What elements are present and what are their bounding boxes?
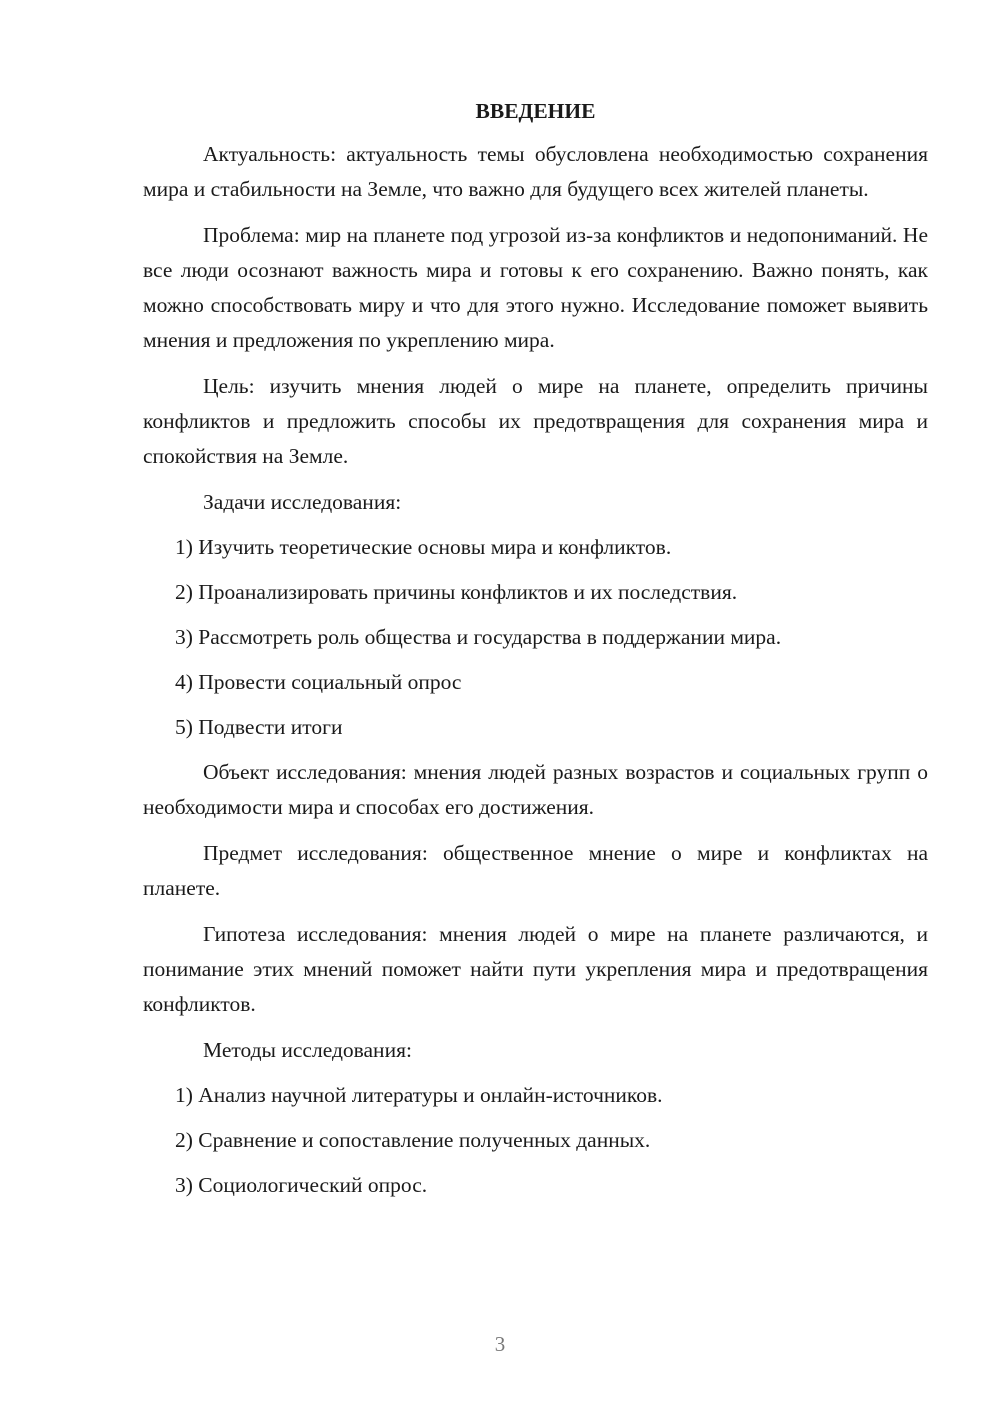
- page-number: 3: [494, 1332, 506, 1356]
- list-item: 2) Сравнение и сопоставление полученных данных.: [175, 1128, 651, 1152]
- list-item: 3) Социологический опрос.: [175, 1173, 428, 1197]
- methods-heading: Методы исследования:: [203, 1038, 412, 1062]
- paragraph-object: Объект исследования: мнения людей разных возрастов и социальных групп о необходимости мира и способах его достижения.: [143, 760, 928, 819]
- page-title: ВВЕДЕНИЕ: [475, 99, 596, 123]
- list-item: 2) Проанализировать причины конфликтов и их последствия.: [175, 580, 738, 604]
- paragraph-goal: Цель: изучить мнения людей о мире на планете, определить причины конфликтов и предложить способы их предотвращения для сохранения мира и спокойствия на Земле.: [143, 374, 928, 468]
- paragraph-hypothesis: Гипотеза исследования: мнения людей о мире на планете различаются, и понимание этих мнений поможет найти пути укрепления мира и предотвращения конфликтов.: [143, 922, 928, 1016]
- paragraph-relevance: Актуальность: актуальность темы обусловлена необходимостью сохранения мира и стабильности на Земле, что важно для будущего всех жителей планеты.: [143, 142, 928, 201]
- paragraph-problem: Проблема: мир на планете под угрозой из-за конфликтов и недопониманий. Не все люди осознают важность мира и готовы к его сохранению. Важно понять, как можно способствовать миру и что для этого нужно. Исследование поможет выявить мнения и предложения по укреплению мира.: [143, 223, 928, 352]
- methods-list: [143, 1078, 928, 1203]
- list-item: 5) Подвести итоги: [175, 715, 343, 739]
- list-item: 1) Анализ научной литературы и онлайн-источников.: [175, 1083, 663, 1107]
- tasks-list: [143, 530, 928, 745]
- page-content: [143, 95, 928, 1213]
- tasks-heading: Задачи исследования:: [203, 490, 402, 514]
- list-item: 3) Рассмотреть роль общества и государства в поддержании мира.: [175, 625, 782, 649]
- list-item: 4) Провести социальный опрос: [175, 670, 462, 694]
- paragraph-subject: Предмет исследования: общественное мнение о мире и конфликтах на планете.: [143, 841, 928, 900]
- list-item: 1) Изучить теоретические основы мира и конфликтов.: [175, 535, 672, 559]
